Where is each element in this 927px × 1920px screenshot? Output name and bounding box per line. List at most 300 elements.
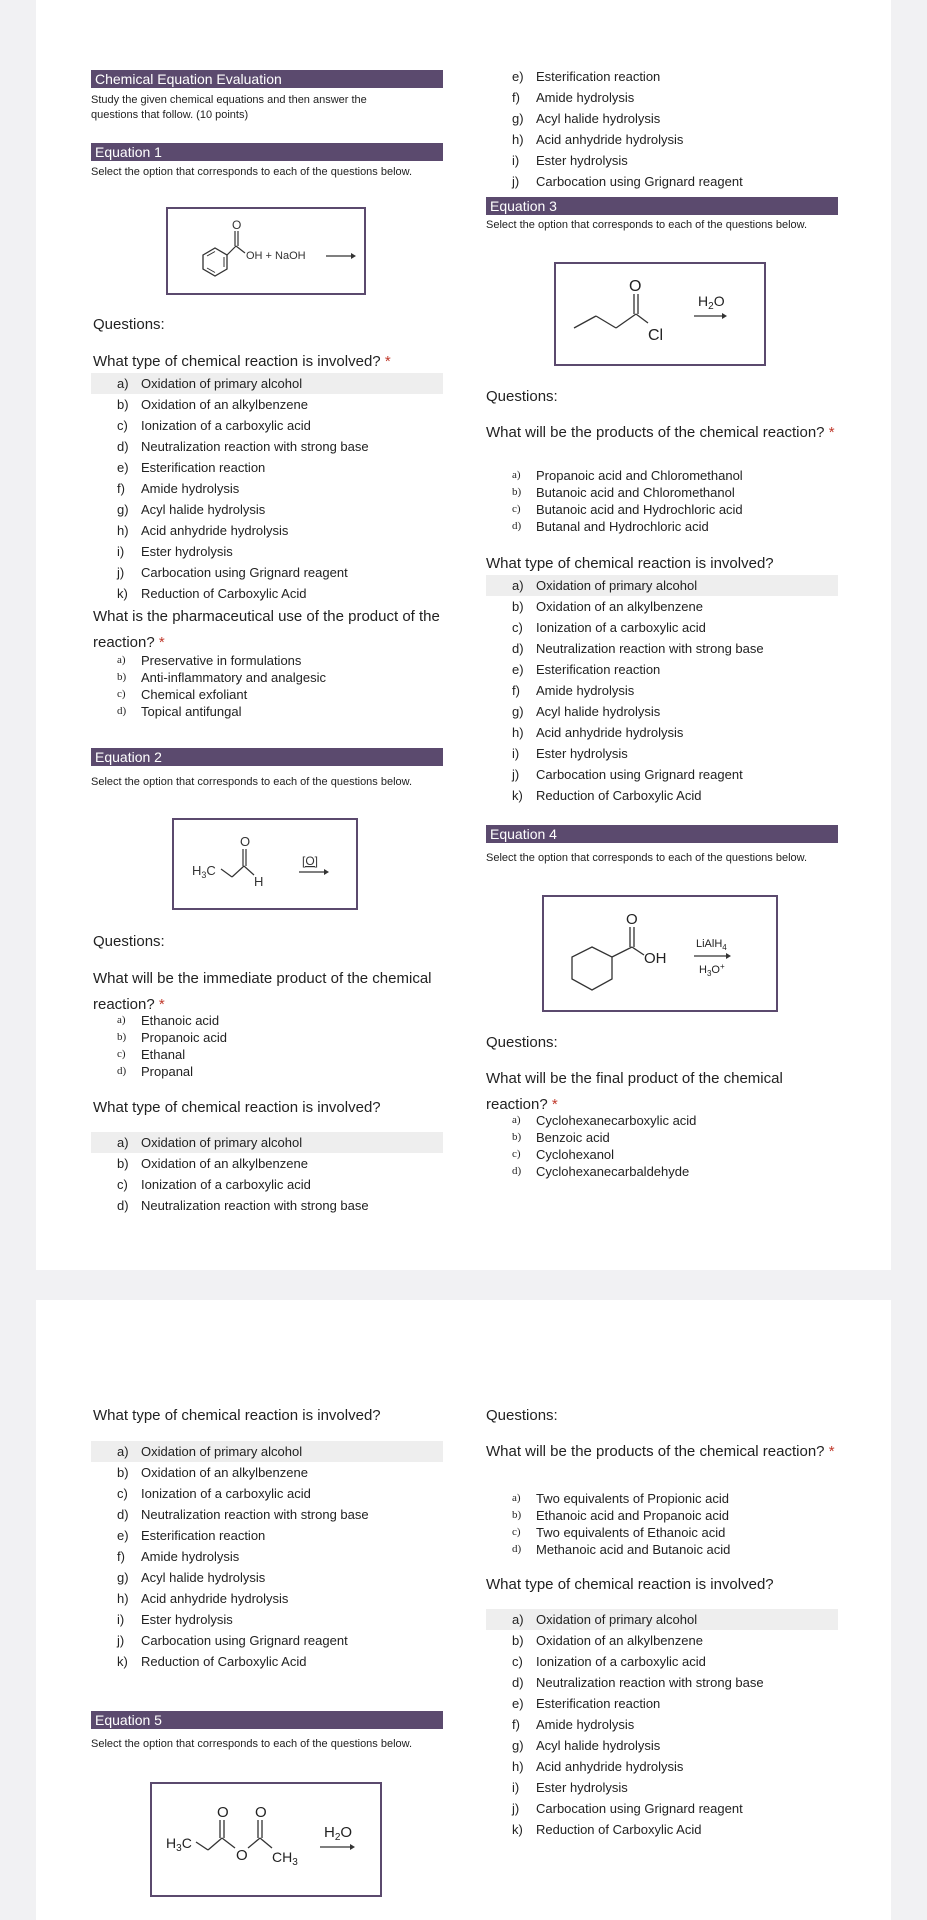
option-c[interactable] [486,1524,838,1541]
option-text: Preservative in formulations [141,653,302,668]
option-letter: h) [117,523,129,538]
option-text: Esterification reaction [536,662,661,677]
required-star: * [158,996,165,1013]
option-text: Neutralization reaction with strong base [536,641,764,656]
question-text: What will be the products of the chemical reaction? [486,424,825,441]
option-text: Ester hydrolysis [536,153,628,168]
option-text: Acid anhydride hydrolysis [536,132,684,147]
option-text: Acyl halide hydrolysis [141,502,266,517]
option-text: Esterification reaction [536,1696,661,1711]
option-b[interactable] [91,669,443,686]
equation-5-instructions: Select the option that corresponds to each of the questions below. [91,1738,413,1750]
option-g[interactable] [91,1567,443,1588]
option-b[interactable] [91,1029,443,1046]
option-letter: b) [512,486,522,498]
equation-1-question-1 [93,349,453,375]
equation-4-oxygen-label: O [626,911,638,928]
option-c[interactable] [91,1174,443,1195]
option-text: Ester hydrolysis [141,1612,233,1627]
option-d[interactable] [91,436,443,457]
option-letter: b) [512,599,524,614]
question-text: What is the pharmaceutical use of the product of the reaction? [93,608,440,651]
option-c[interactable] [486,1651,838,1672]
option-text: Topical antifungal [141,704,242,719]
option-text: Oxidation of an alkylbenzene [141,1465,308,1480]
option-text: Propanal [141,1064,194,1079]
equation-2-h3c-label: $H_3C$ [192,863,216,880]
option-h[interactable] [91,520,443,541]
equation-4-reagent-top: LiAlH$_4$ [696,938,727,952]
option-text: Esterification reaction [141,1528,266,1543]
required-star: * [828,424,835,441]
form-title: Chemical Equation Evaluation [91,70,443,88]
option-letter: c) [512,1654,523,1669]
option-letter: f) [512,1717,520,1732]
equation-5-oxygen-label-3: O [255,1804,267,1821]
option-e[interactable] [91,1525,443,1546]
option-letter: j) [512,767,520,782]
option-b[interactable] [486,1630,838,1651]
option-letter: d) [117,1198,129,1213]
equation-4-product-options [486,1112,838,1180]
option-letter: c) [512,1526,521,1538]
option-d[interactable] [91,1504,443,1525]
option-text: Cyclohexanecarboxylic acid [536,1113,697,1128]
option-text: Neutralization reaction with strong base [536,1675,764,1690]
option-g[interactable] [486,108,838,129]
option-letter: f) [117,481,125,496]
option-letter: j) [117,565,125,580]
option-letter: i) [512,746,520,761]
option-letter: d) [512,520,522,532]
option-letter: c) [512,503,521,515]
required-star: * [828,1443,835,1460]
option-letter: k) [512,788,523,803]
option-text: Ester hydrolysis [536,746,628,761]
option-letter: b) [117,1465,129,1480]
option-letter: c) [512,620,523,635]
option-letter: h) [117,1591,129,1606]
option-text: Esterification reaction [141,460,266,475]
equation-2-oxygen-label: O [240,834,251,849]
option-text: Amide hydrolysis [536,90,635,105]
option-text: Oxidation of primary alcohol [536,578,698,593]
option-text: Acyl halide hydrolysis [536,1738,661,1753]
option-letter: e) [512,1696,524,1711]
question-text: What will be the products of the chemical reaction? [486,1443,825,1460]
option-letter: c) [512,1148,521,1160]
option-d[interactable] [486,638,838,659]
option-letter: e) [512,69,524,84]
option-text: Ester hydrolysis [536,1780,628,1795]
option-text: Ionization of a carboxylic acid [536,1654,706,1669]
option-letter: b) [117,397,129,412]
option-letter: i) [117,1612,125,1627]
option-text: Neutralization reaction with strong base [141,1198,369,1213]
option-a[interactable] [486,467,838,484]
form-page-2 [36,1300,891,1920]
option-text: Ionization of a carboxylic acid [141,1177,311,1192]
option-text: Acid anhydride hydrolysis [536,725,684,740]
option-f[interactable] [91,1546,443,1567]
equation-2-question-1 [93,966,433,1018]
option-letter: j) [117,1633,125,1648]
equation-2-reaction-type-options [91,1132,443,1216]
option-letter: e) [512,662,524,677]
equation-1-reaction-type-options [91,373,443,604]
option-a[interactable] [486,575,838,596]
equation-5-diagram [150,1782,382,1897]
option-text: Ionization of a carboxylic acid [141,418,311,433]
option-text: Chemical exfoliant [141,687,248,702]
option-a[interactable] [91,652,443,669]
equation-5-reaction-type-options [486,1609,838,1840]
option-d[interactable] [91,1195,443,1216]
option-letter: d) [117,1507,129,1522]
option-letter: a) [117,1444,129,1459]
option-text: Ethanal [141,1047,186,1062]
option-letter: d) [117,705,127,717]
option-text: Reduction of Carboxylic Acid [141,586,307,601]
equation-2-reagent: [O] [302,854,319,868]
equation-1-oxygen-label: O [232,218,242,232]
equation-2-structure [174,820,356,908]
equation-5-ch3-label: $CH_3$ [272,1849,298,1868]
option-text: Ethanoic acid [141,1013,220,1028]
option-letter: c) [117,688,126,700]
equation-1-header: Equation 1 [91,143,443,161]
option-letter: f) [512,90,520,105]
option-text: Neutralization reaction with strong base [141,439,369,454]
option-i[interactable] [486,743,838,764]
option-letter: h) [512,725,524,740]
option-text: Ionization of a carboxylic acid [141,1486,311,1501]
equation-2-product-options [91,1012,443,1080]
option-e[interactable] [486,659,838,680]
option-c[interactable] [91,415,443,436]
option-letter: b) [512,1131,522,1143]
equation-5-question-2: What type of chemical reaction is involved? [486,1576,774,1593]
option-text: Carbocation using Grignard reagent [536,767,743,782]
option-k[interactable] [91,583,443,604]
equation-3-oxygen-label: O [629,278,642,295]
option-letter: b) [512,1509,522,1521]
option-d[interactable] [486,1672,838,1693]
option-letter: a) [117,1014,126,1026]
question-text: What type of chemical reaction is involved? [93,353,381,370]
required-star: * [384,353,391,370]
option-letter: f) [117,1549,125,1564]
option-letter: a) [512,1492,521,1504]
option-text: Carbocation using Grignard reagent [536,1801,743,1816]
equation-4-questions-label: Questions: [486,1034,558,1051]
option-letter: b) [117,1156,129,1171]
option-e[interactable] [486,66,838,87]
equation-1-question-2 [93,604,453,656]
option-text: Oxidation of an alkylbenzene [141,1156,308,1171]
option-k[interactable] [486,1819,838,1840]
option-text: Amide hydrolysis [141,481,240,496]
option-i[interactable] [91,541,443,562]
equation-5-product-options [486,1490,838,1558]
option-c[interactable] [486,617,838,638]
equation-3-reaction-type-options [486,575,838,806]
option-letter: f) [512,683,520,698]
option-b[interactable] [486,1507,838,1524]
equation-3-product-options [486,467,838,535]
equation-5-h3c-label: $H_3C$ [166,1835,192,1854]
option-letter: a) [512,578,524,593]
option-letter: d) [117,439,129,454]
option-b[interactable] [91,394,443,415]
option-i[interactable] [486,150,838,171]
option-i[interactable] [91,1609,443,1630]
option-text: Cyclohexanol [536,1147,615,1162]
option-letter: c) [117,1048,126,1060]
option-letter: k) [117,1654,128,1669]
option-letter: i) [512,1780,520,1795]
option-letter: c) [117,1486,128,1501]
option-f[interactable] [486,1714,838,1735]
equation-1-instructions: Select the option that corresponds to each of the questions below. [91,166,413,178]
option-text: Oxidation of an alkylbenzene [141,397,308,412]
option-text: Oxidation of primary alcohol [141,1444,303,1459]
question-text: What will be the final product of the chemical reaction? [486,1070,783,1113]
option-letter: a) [117,376,129,391]
equation-5-reagent: $H_2O$ [324,1824,353,1843]
equation-4-question-1 [486,1066,836,1118]
option-letter: j) [512,1801,520,1816]
option-text: Cyclohexanecarbaldehyde [536,1164,690,1179]
equation-2-question-2: What type of chemical reaction is involved? [93,1099,381,1116]
option-letter: a) [117,1135,129,1150]
option-letter: a) [512,1114,521,1126]
option-letter: a) [117,654,126,666]
equation-2-diagram [172,818,358,910]
equation-5-oxygen-label-1: O [217,1804,229,1821]
option-k[interactable] [486,785,838,806]
option-b[interactable] [91,1153,443,1174]
equation-3-reagent: $H_2O$ [698,293,725,312]
form-instructions: Study the given chemical equations and then answer the questions that follow. (10 points) [91,94,367,121]
option-text: Oxidation of primary alcohol [141,1135,303,1150]
option-text: Acid anhydride hydrolysis [141,523,289,538]
option-h[interactable] [486,1756,838,1777]
option-i[interactable] [486,1777,838,1798]
equation-3-structure [556,264,764,364]
option-text: Acyl halide hydrolysis [141,1570,266,1585]
option-b[interactable] [486,1129,838,1146]
option-j[interactable] [486,171,838,192]
question-text: What will be the immediate product of the chemical reaction? [93,970,432,1013]
option-text: Anti-inflammatory and analgesic [141,670,326,685]
equation-1-questions-label: Questions: [93,316,165,333]
option-letter: b) [512,1633,524,1648]
option-g[interactable] [486,701,838,722]
option-text: Two equivalents of Propionic acid [536,1491,729,1506]
equation-4-instructions: Select the option that corresponds to each of the questions below. [486,852,808,864]
option-letter: g) [512,111,524,126]
form-page-1 [36,0,891,1270]
option-d[interactable] [91,1063,443,1080]
equation-2-instructions: Select the option that corresponds to each of the questions below. [91,776,413,788]
required-star: * [551,1096,558,1113]
option-f[interactable] [486,87,838,108]
option-a[interactable] [91,1012,443,1029]
option-text: Butanal and Hydrochloric acid [536,519,709,534]
equation-5-oxygen-label-2: O [236,1847,248,1864]
option-text: Oxidation of an alkylbenzene [536,599,703,614]
option-c[interactable] [486,501,838,518]
option-text: Methanoic acid and Butanoic acid [536,1542,731,1557]
option-letter: h) [512,132,524,147]
option-text: Two equivalents of Ethanoic acid [536,1525,726,1540]
option-letter: i) [512,153,520,168]
option-letter: d) [512,1543,522,1555]
equation-3-diagram [554,262,766,366]
option-text: Ionization of a carboxylic acid [536,620,706,635]
option-letter: h) [512,1759,524,1774]
option-letter: g) [117,502,129,517]
option-d[interactable] [486,1163,838,1180]
option-text: Oxidation of primary alcohol [536,1612,698,1627]
equation-2-h-label: H [254,874,264,889]
option-text: Neutralization reaction with strong base [141,1507,369,1522]
option-letter: a) [512,1612,524,1627]
option-b[interactable] [486,596,838,617]
equation-4-structure [544,897,776,1010]
option-c[interactable] [91,1483,443,1504]
option-j[interactable] [91,1630,443,1651]
option-f[interactable] [91,478,443,499]
option-text: Benzoic acid [536,1130,610,1145]
option-b[interactable] [486,484,838,501]
option-text: Reduction of Carboxylic Acid [141,1654,307,1669]
equation-1-reactants: OH + NaOH [246,250,306,262]
option-k[interactable] [91,1651,443,1672]
option-letter: c) [117,1177,128,1192]
option-a[interactable] [486,1609,838,1630]
option-letter: g) [512,704,524,719]
option-text: Propanoic acid [141,1030,227,1045]
option-letter: b) [117,671,127,683]
equation-1-pharma-options [91,652,443,720]
equation-3-instructions: Select the option that corresponds to each of the questions below. [486,219,808,231]
option-c[interactable] [91,686,443,703]
equation-4-reagent-bottom: $H_3O^+$ [699,962,725,978]
equation-2-questions-label: Questions: [93,933,165,950]
option-text: Butanoic acid and Chloromethanol [536,485,735,500]
option-text: Carbocation using Grignard reagent [141,1633,348,1648]
equation-5-questions-label: Questions: [486,1407,558,1424]
option-letter: i) [117,544,125,559]
option-letter: b) [117,1031,127,1043]
option-e[interactable] [91,457,443,478]
equation-4-reaction-type-options [91,1441,443,1672]
option-b[interactable] [91,1462,443,1483]
equation-2-continued-options [486,66,838,192]
option-d[interactable] [91,703,443,720]
equation-3-question-2: What type of chemical reaction is involved? [486,555,774,572]
option-letter: k) [117,586,128,601]
option-g[interactable] [91,499,443,520]
option-text: Amide hydrolysis [536,1717,635,1732]
option-text: Amide hydrolysis [536,683,635,698]
equation-3-question-1 [486,420,836,446]
option-j[interactable] [486,1798,838,1819]
option-text: Acid anhydride hydrolysis [141,1591,289,1606]
option-text: Reduction of Carboxylic Acid [536,788,702,803]
option-text: Esterification reaction [536,69,661,84]
option-letter: g) [512,1738,524,1753]
option-c[interactable] [486,1146,838,1163]
option-d[interactable] [486,1541,838,1558]
option-letter: d) [512,1165,522,1177]
option-text: Carbocation using Grignard reagent [536,174,743,189]
equation-3-chlorine-label: Cl [648,327,664,344]
option-a[interactable] [91,1132,443,1153]
equation-1-structure [168,209,364,293]
required-star: * [158,634,165,651]
equation-4-oh-label: OH [644,950,667,967]
option-text: Acyl halide hydrolysis [536,111,661,126]
option-letter: a) [512,469,521,481]
equation-5-header: Equation 5 [91,1711,443,1729]
option-text: Acid anhydride hydrolysis [536,1759,684,1774]
option-a[interactable] [486,1112,838,1129]
option-a[interactable] [91,373,443,394]
option-letter: e) [117,1528,129,1543]
option-text: Oxidation of primary alcohol [141,376,303,391]
equation-3-header: Equation 3 [486,197,838,215]
option-text: Acyl halide hydrolysis [536,704,661,719]
option-letter: c) [117,418,128,433]
equation-4-question-2: What type of chemical reaction is involved? [93,1407,381,1424]
option-a[interactable] [486,1490,838,1507]
option-f[interactable] [486,680,838,701]
equation-4-diagram [542,895,778,1012]
option-letter: d) [512,641,524,656]
option-g[interactable] [486,1735,838,1756]
option-text: Reduction of Carboxylic Acid [536,1822,702,1837]
option-j[interactable] [91,562,443,583]
option-letter: d) [117,1065,127,1077]
option-a[interactable] [91,1441,443,1462]
option-letter: d) [512,1675,524,1690]
option-c[interactable] [91,1046,443,1063]
option-letter: g) [117,1570,129,1585]
option-text: Ethanoic acid and Propanoic acid [536,1508,729,1523]
option-text: Butanoic acid and Hydrochloric acid [536,502,743,517]
option-h[interactable] [486,722,838,743]
option-e[interactable] [486,1693,838,1714]
option-text: Propanoic acid and Chloromethanol [536,468,743,483]
equation-3-questions-label: Questions: [486,388,558,405]
option-letter: j) [512,174,520,189]
option-j[interactable] [486,764,838,785]
equation-1-diagram [166,207,366,295]
equation-5-structure [152,1784,380,1895]
option-text: Carbocation using Grignard reagent [141,565,348,580]
option-text: Ester hydrolysis [141,544,233,559]
option-d[interactable] [486,518,838,535]
option-letter: k) [512,1822,523,1837]
option-h[interactable] [486,129,838,150]
equation-5-question-1 [486,1439,836,1465]
option-text: Amide hydrolysis [141,1549,240,1564]
option-letter: e) [117,460,129,475]
option-h[interactable] [91,1588,443,1609]
